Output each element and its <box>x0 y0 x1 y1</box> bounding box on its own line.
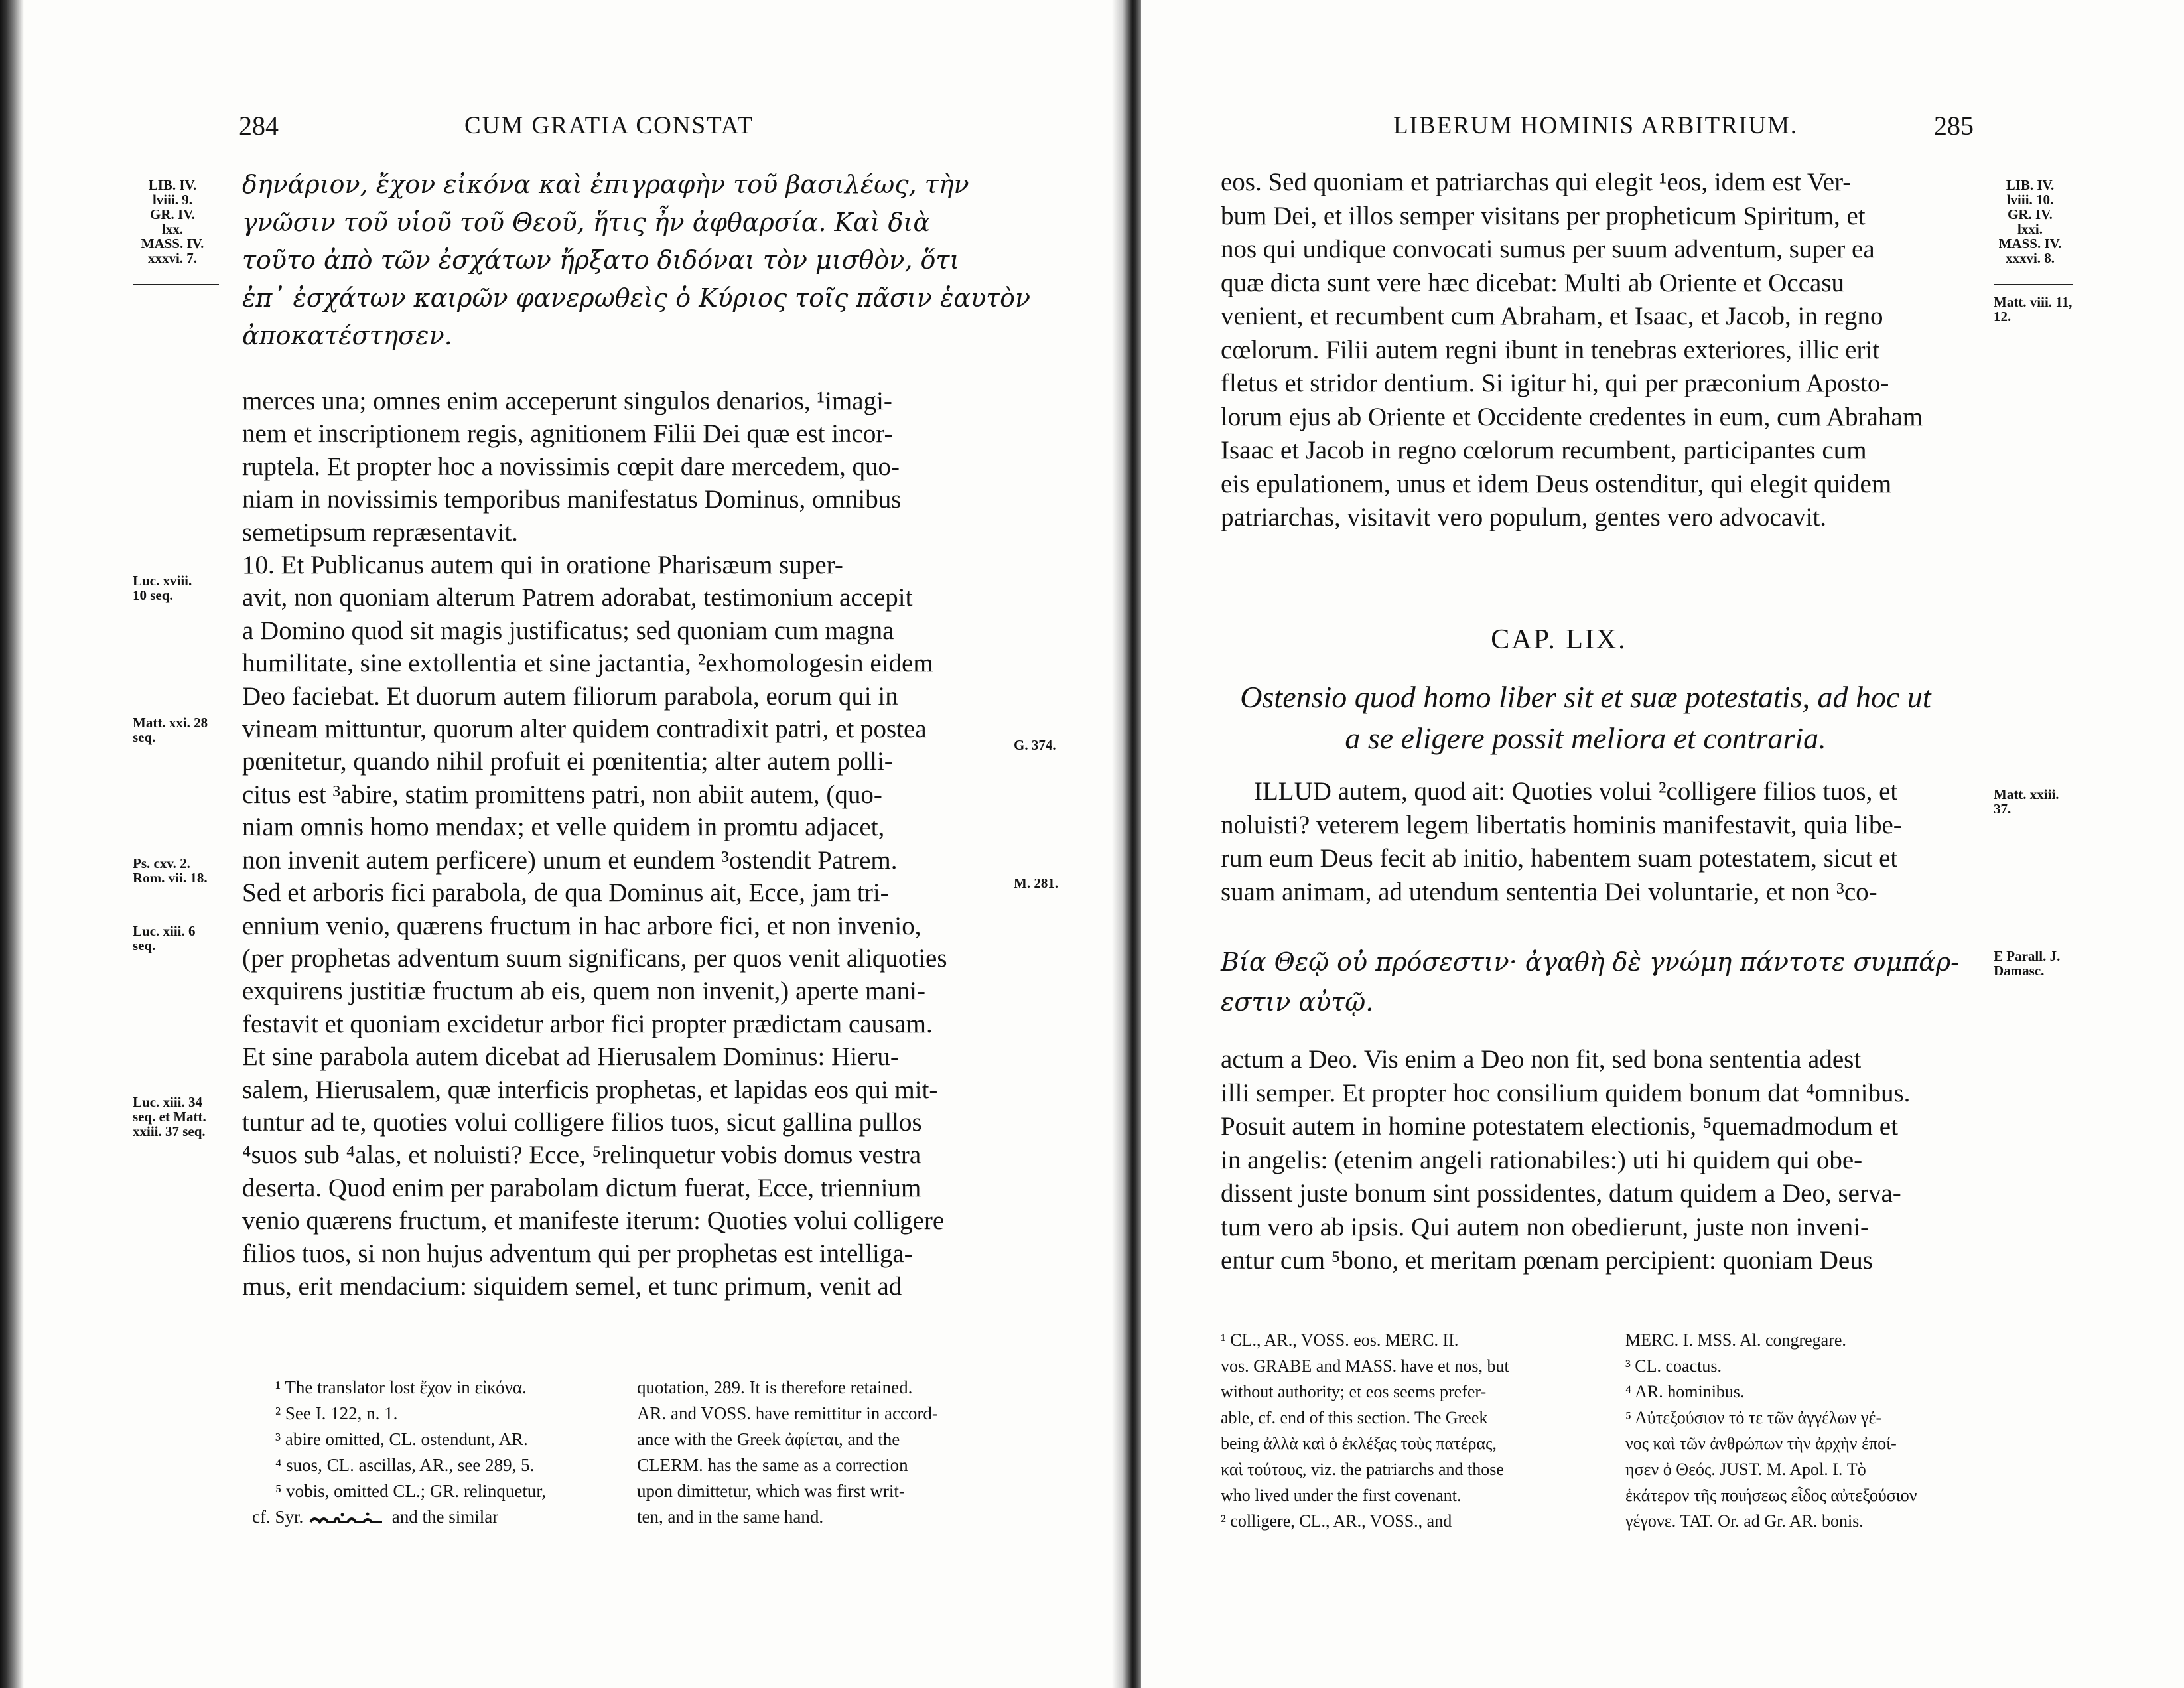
margin-rule <box>1994 284 2073 285</box>
running-title: CUM GRATIA CONSTAT <box>464 112 754 139</box>
book-left-edge <box>0 0 24 1688</box>
latin-body-bottom: actum a Deo. Vis enim a Deo non fit, sed bona sententia adest illi semper. Et propter hoc consilium quidem bonum dat ⁴omnibus. Posuit autem in homine potestatem electionis, ⁵quemadmodum et in angelis: (etenim angeli rationabiles:) uti hi quidem qui obe- dissent juste bonum sint possidentes, datum quidem a Deo, serva- tum vero ab ipsis. Qui autem non obedierunt, juste non inveni- entur cum ⁵bono, et meritam pœnam percipient: quoniam Deus <box>1221 1045 1911 1275</box>
right-page <box>1141 0 2184 1688</box>
latin-body-mid: ILLUD autem, quod ait: Quoties volui ²colligere filios tuos, et noluisti? veterem legem libertatis hominis manifestavit, quia libe- rum eum Deus fecit ab initio, habentem suam potestatem, sicut et suam animam, ad utendum sententia Dei voluntarie, et non ³co- <box>1221 777 1902 906</box>
margin-reference-top: LIB. IV. lviii. 9. GR. IV. lxx. MASS. IV. xxxvi. 7. <box>141 177 204 266</box>
margin-note-matt-xxi: Matt. xxi. 28 seq. <box>133 715 208 745</box>
greek-fragment: Βία Θεῷ οὐ πρόσεστιν· ἀγαθὴ δὲ γνώμη πάντοτε συμπάρ- εστιν αὐτῷ. <box>1221 948 1960 1017</box>
margin-note-parall: E Parall. J. Damasc. <box>1994 948 2061 979</box>
chapter-heading: CAP. LIX. <box>1491 624 1627 655</box>
margin-note-ps-cxv: Ps. cxv. 2. Rom. vii. 18. <box>133 855 208 886</box>
margin-note-luc-xiii-34: Luc. xiii. 34 seq. et Matt. xxiii. 37 seq. <box>133 1094 206 1139</box>
footnotes-column-2: quotation, 289. It is therefore retained. AR. and VOSS. have remittitur in accord- ance with the Greek ἀφίεται, and the CLERM. has the same as a correction upon dimittetur, which was first writ- ten, and in the same hand. <box>637 1377 938 1527</box>
margin-note-matt-xxiii: Matt. xxiii. 37. <box>1994 786 2059 817</box>
margin-note-luc-xiii-6: Luc. xiii. 6 seq. <box>133 923 196 953</box>
latin-body-top: eos. Sed quoniam et patriarchas qui elegit ¹eos, idem est Ver- bum Dei, et illos semper visitans per propheticum Spiritum, et nos qui undique convocati sumus per suum adventum, super ea quæ dicta sunt vere hæc dicebat: Multi ab Oriente et Occasu venient, et recumbent cum Abraham, et Isaac, et Jacob, in regno cœlorum. Filii autem regni ibunt in tenebras exteriores, illic erit fletus et stridor dentium. Si igitur hi, qui per præconium Aposto- lorum ejus ab Oriente et Occidente credentes in eum, cum Abraham Isaac et Jacob in regno cœlorum recumbent, participantes cum eis epulationem, unus et idem Deus ostenditur, qui elegit quidem patriarchas, visitavit vero populum, gentes vero advocavit. <box>1221 168 1923 531</box>
page-number: 285 <box>1934 111 1974 141</box>
syriac-word-image <box>308 1512 387 1526</box>
margin-siglum-m: M. 281. <box>1014 875 1059 891</box>
margin-reference-top: LIB. IV. lviii. 10. GR. IV. lxxi. MASS. IV. xxxvi. 8. <box>1998 177 2062 266</box>
latin-body: merces una; omnes enim acceperunt singulos denarios, ¹imagi- nem et inscriptionem regis, agnitionem Filii Dei quæ est incor- ruptela. Et propter hoc a novissimis cœpit dare mercedem, quo- niam in novissimis temporibus manifestatus Dominus, omnibus semetipsum repræsentavit. 10. Et Publicanus autem qui in oratione Pharisæum super- avit, non quoniam alterum Patrem adorabat, testimonium accepit a Domino quod sit magis justificatus; sed quoniam cum magna humilitate, sine extollentia et sine jactantia, ²exhomologesin eidem Deo faciebat. Et duorum autem filiorum parabola, eorum qui in vineam mittuntur, quorum alter quidem contradixit patri, et postea pœnitetur, quando nihil profuit ei pœnitentia; alter autem polli- citus est ³abire, statim promittens patri, non abiit autem, (quo- niam omnis homo mendax; et velle quidem in promtu adjacet, non invenit autem perficere) unum et eundem ³ostendit Patrem. Sed et arboris fici parabola, de qua Dominus ait, Ecce, jam tri- ennium venio, quærens fructum in hac arbore fici, et non invenio, (per prophetas adventum suum significans, per quos venit aliquoties exquirens justitiæ fructum ab eis, quem non invenit,) aperte mani- festavit et quoniam excidetur arbor fici propter prædictam causam. Et sine parabola autem dicebat ad Hierusalem Dominus: Hieru- salem, Hierusalem, quæ interficis prophetas, et lapidas eos qui mit- tuntur ad te, quoties volui colligere filios tuos, sicut gallina pullos ⁴suos sub ⁴alas, et noluisti? Ecce, ⁵relinquetur vobis domus vestra deserta. Quod enim per parabolam dictum fuerat, Ecce, triennium venio quærens fructum, et manifeste iterum: Quoties volui colligere filios tuos, si non hujus adventum qui per prophetas est intelliga- mus, erit mendacium: siquidem semel, et tunc primum, venit ad <box>242 387 947 1301</box>
footnotes-column-1: ¹ CL., AR., VOSS. eos. MERC. II. vos. GRABE and MASS. have et nos, but without authority; et eos seems prefer- able, cf. end of this section. The Greek being ἀλλὰ καὶ ὁ ἐκλέξας τοὺς πατέρας, καὶ τούτους, viz. the patriarchs and those who lived under the first covenant. ² colligere, CL., AR., VOSS., and <box>1221 1330 1509 1531</box>
greek-passage: δηνάριον, ἔχον εἰκόνα καὶ ἐπιγραφὴν τοῦ βασιλέως, τὴν γνῶσιν τοῦ υἱοῦ τοῦ Θεοῦ, ἥτις ἦν ἀφθαρσία. Καὶ διὰ τοῦτο ἀπὸ τῶν ἐσχάτων ἤρξατο διδόναι τὸν μισθὸν, ὅτι ἐπ᾽ ἐσχάτων καιρῶν φανερωθεὶς ὁ Κύριος τοῖς πᾶσιν ἑαυτὸν ἀποκατέστησεν. <box>242 170 1031 350</box>
page-number: 284 <box>239 111 279 141</box>
margin-rule <box>133 284 219 285</box>
chapter-subtitle: Ostensio quod homo liber sit et suæ potestatis, ad hoc ut a se eligere possit meliora et contraria. <box>1240 680 1931 755</box>
footnotes-column-2: MERC. I. MSS. Al. congregare. ³ CL. coactus. ⁴ AR. hominibus. ⁵ Αὐτεξούσιον τό τε τῶν ἀγγέλων γέ- νος καὶ τῶν ἀνθρώπων τὴν ἀρχὴν ἐποί- ησεν ὁ Θεός. JUST. M. Apol. I. Τὸ ἑκάτερον τῆς ποιήσεως εἶδος αὐτεξούσιον γέγονε. TAT. Or. ad Gr. AR. bonis. <box>1625 1330 1917 1531</box>
margin-siglum-g: G. 374. <box>1014 737 1056 753</box>
margin-note-luc-xviii: Luc. xviii. 10 seq. <box>133 573 192 603</box>
margin-note-matt-viii: Matt. viii. 11, 12. <box>1994 294 2073 324</box>
running-title: LIBERUM HOMINIS ARBITRIUM. <box>1393 112 1799 139</box>
footnotes-column-1: ¹ The translator lost ἔχον in εἰκόνα. ² See I. 122, n. 1. ³ abire omitted, CL. ostendunt, AR. ⁴ suos, CL. ascillas, AR., see 289, 5. ⁵ vobis, omitted CL.; GR. relinquetur, cf. Syr. and the similar <box>252 1377 547 1527</box>
